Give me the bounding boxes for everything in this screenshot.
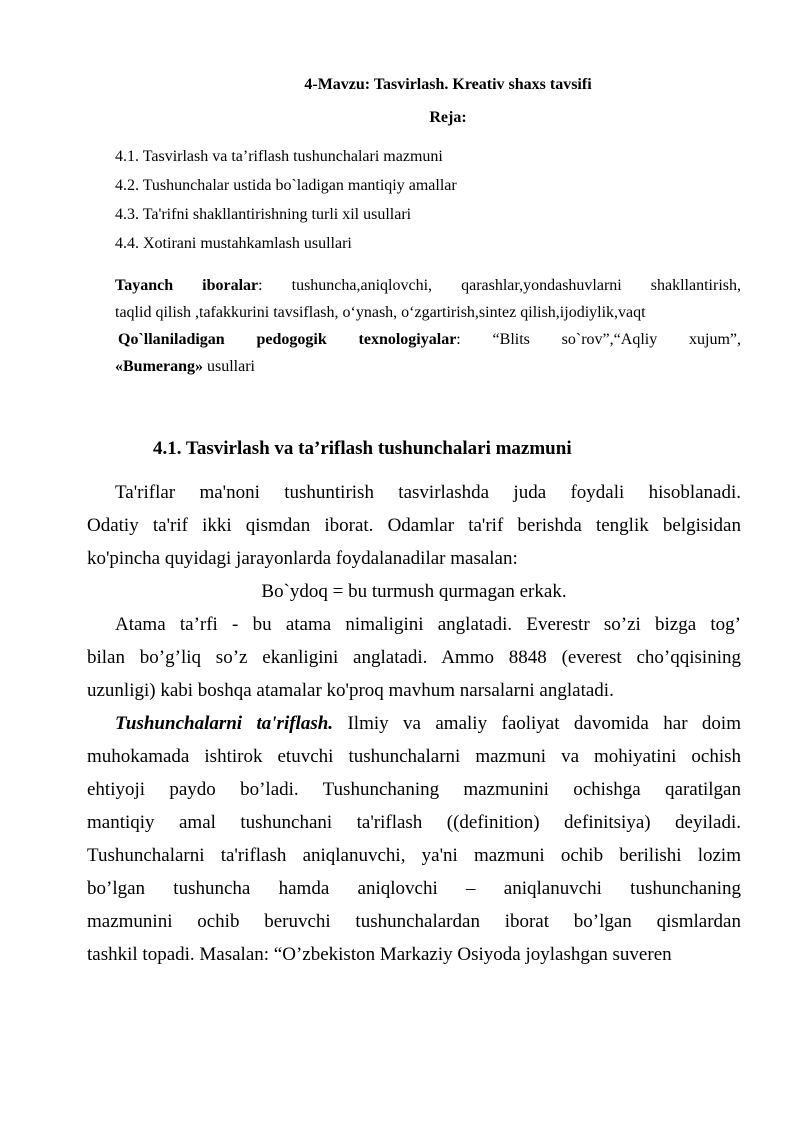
paragraph-line: Atama ta’rfi - bu atama nimaligini anglatadi. Everestr so’zi bizga tog’ [115,614,741,635]
plan-item: 4.2. Tushunchalar ustida bo`ladigan mantiqiy amallar [115,177,457,194]
keywords-text: : tushuncha,aniqlovchi, qarashlar,yondashuvlarni shakllantirish, [258,277,741,294]
technologies-text: usullari [203,358,255,375]
plan-item: 4.1. Tasvirlash va ta’riflash tushunchalari mazmuni [115,148,443,165]
paragraph-line: mazmunini ochib beruvchi tushunchalardan iborat bo’lgan qismlardan [87,911,741,932]
paragraph-line: bo’lgan tushuncha hamda aniqlovchi – aniqlanuvchi tushunchaning [87,878,741,899]
technologies-line [115,353,741,380]
paragraph-line: tashkil topadi. Masalan: “O’zbekiston Markaziy Osiyoda joylashgan suveren [87,944,672,965]
plan-list [115,142,745,258]
technologies-label: Qo`llaniladigan pedogogik texnologiyalar [118,331,457,348]
paragraph-line: Odatiy ta'rif ikki qismdan iborat. Odamlar ta'rif berishda tenglik belgisidan [87,515,741,536]
technologies-text: : “Blits so`rov”,“Aqliy xujum”, [456,331,741,348]
paragraph-line: uzunligi) kabi boshqa atamalar ko'proq mavhum narsalarni anglatadi. [87,680,614,701]
paragraph-line: ehtiyoji paydo bo’ladi. Tushunchaning mazmunini ochishga qaratilgan [87,779,741,800]
paragraph-line: mantiqiy amal tushunchani ta'riflash ((definition) definitsiya) deyiladi. [87,812,741,833]
paragraph-text: Ilmiy va amaliy faoliyat davomida har doim [333,713,741,734]
paragraph-line: ko'pincha quyidagi jarayonlarda foydalanadilar masalan: [87,548,518,569]
document-title: 4-Mavzu: Tasvirlash. Kreativ shaxs tavsifi [304,76,592,93]
keywords-line [115,272,741,299]
paragraph-line [87,707,741,740]
paragraph-line: Ta'riflar ma'noni tushuntirish tasvirlashda juda foydali hisoblanadi. [115,482,741,503]
formula-line: Bo`ydoq = bu turmush qurmagan erkak. [261,581,567,602]
keywords-line: taqlid qilish ,tafakkurini tavsiflash, o‘ynash, o‘zgartirish,sintez qilish,ijodiylik,vaqt [115,304,646,321]
technologies-line [115,326,741,353]
term-heading: Tushunchalarni ta'riflash. [115,713,334,734]
section-heading: 4.1. Tasvirlash va ta’riflash tushunchalari mazmuni [153,438,572,459]
plan-item: 4.4. Xotirani mustahkamlash usullari [115,235,352,252]
body-text [87,476,741,971]
keywords-block [115,272,741,380]
paragraph-line: Tushunchalarni ta'riflash aniqlanuvchi, ya'ni mazmuni ochib berilishi lozim [87,845,741,866]
keywords-label: Tayanch iboralar [115,277,259,294]
plan-item: 4.3. Ta'rifni shakllantirishning turli xil usullari [115,206,412,223]
plan-heading: Reja: [429,109,467,126]
paragraph-line: bilan bo’g’liq so’z ekanligini anglatadi. Ammo 8848 (everest cho’qqisining [87,647,741,668]
paragraph-line: muhokamada ishtirok etuvchi tushunchalarni mazmuni va mohiyatini ochish [87,746,741,767]
technologies-bumerang: «Bumerang» [115,358,203,375]
